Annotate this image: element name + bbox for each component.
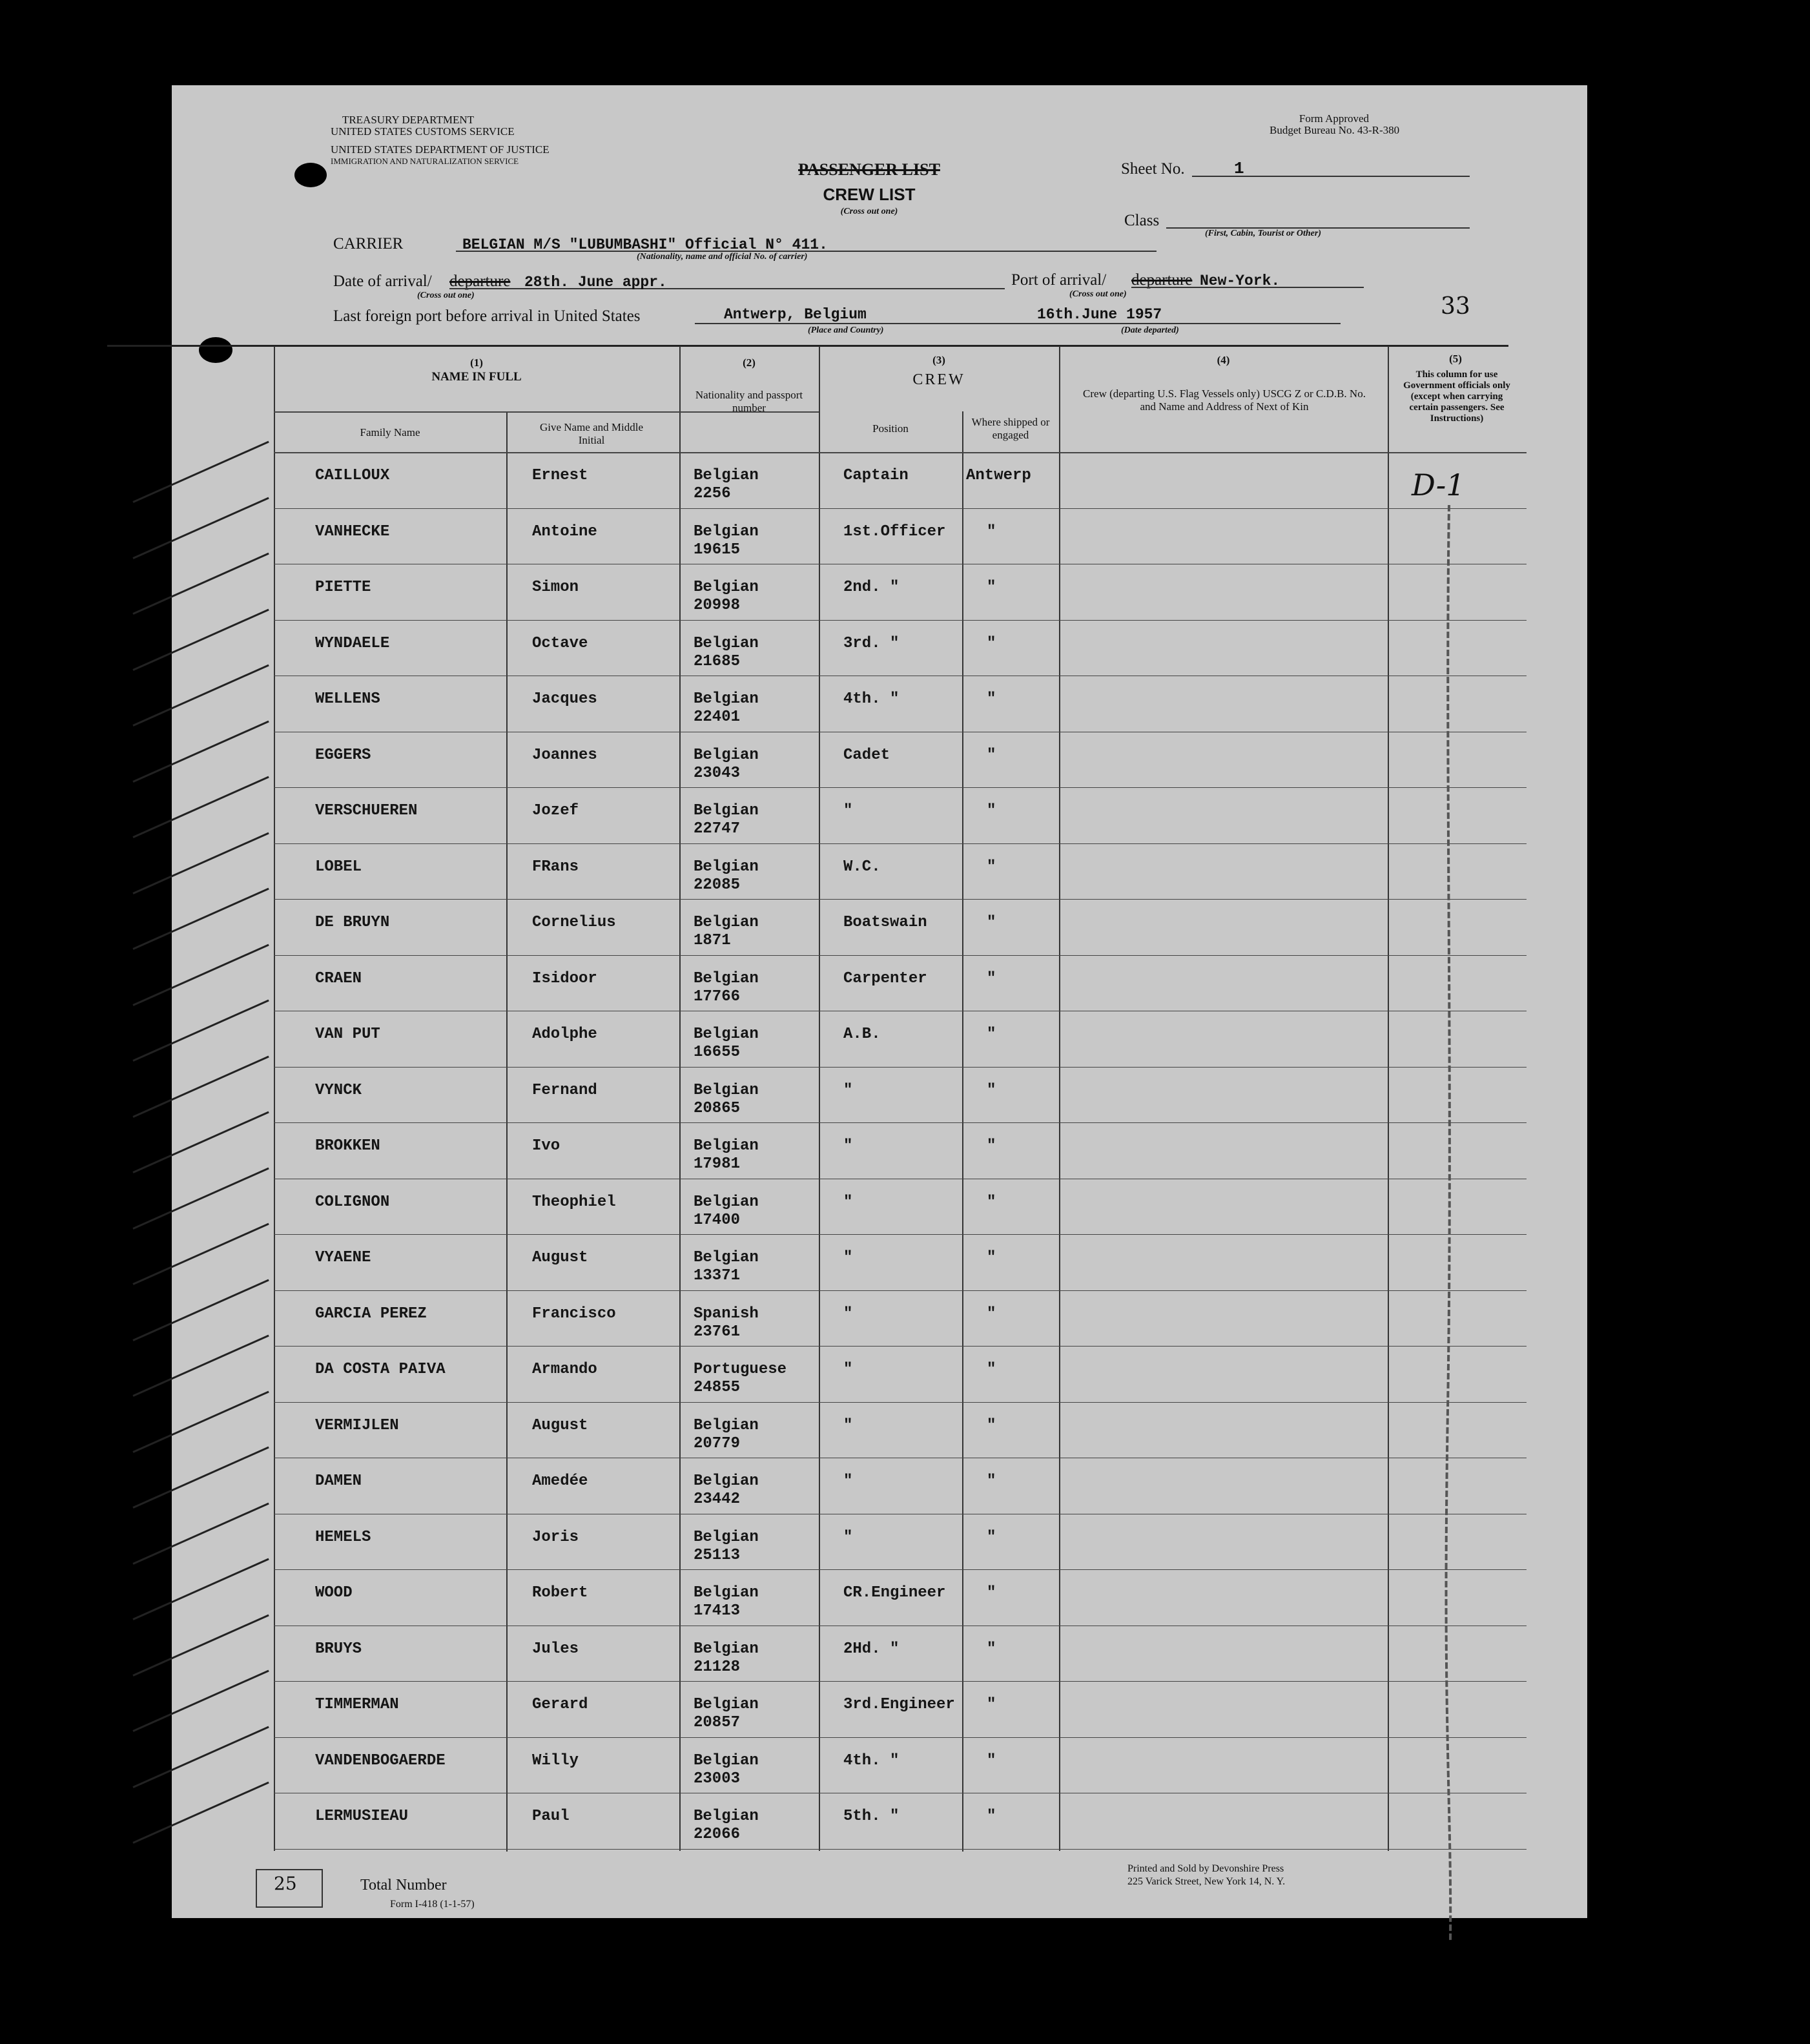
table-row: [172, 1403, 1528, 1460]
family-name-cell: VERMIJLEN: [315, 1416, 399, 1434]
given-name-cell: Cornelius: [532, 914, 616, 931]
row-rule: [274, 955, 1527, 956]
row-rule: [274, 1290, 1527, 1291]
nationality-cell: Belgian: [694, 467, 759, 484]
arrival-date-hint: (Cross out one): [417, 291, 475, 300]
passport-cell: 17400: [694, 1211, 741, 1229]
given-name-cell: Fernand: [532, 1081, 597, 1099]
table-row: [172, 1682, 1528, 1739]
budget-bureau: Budget Bureau No. 43-R-380: [1270, 124, 1400, 136]
family-name-cell: VANHECKE: [315, 522, 390, 541]
where-shipped-cell: ": [987, 746, 996, 764]
col4-title: Crew (departing U.S. Flag Vessels only) USCG Z or C.D.B. No. and Name and Address of Next of Kin: [1083, 387, 1366, 413]
family-name-cell: VYNCK: [315, 1081, 362, 1099]
given-name-cell: Jacques: [532, 690, 597, 708]
sheet-label: Sheet No.: [1121, 160, 1185, 178]
given-name-cell: Octave: [532, 634, 588, 652]
where-shipped-cell: ": [987, 1193, 996, 1211]
nationality-cell: Belgian: [694, 1640, 759, 1658]
family-name-cell: DE BRUYN: [315, 914, 390, 931]
col2-num: (2): [743, 356, 756, 369]
family-name-cell: HEMELS: [315, 1528, 371, 1546]
position-cell: ": [843, 1193, 853, 1211]
given-name-cell: Joannes: [532, 746, 597, 764]
nationality-cell: Belgian: [694, 1751, 759, 1770]
family-name-cell: COLIGNON: [315, 1193, 390, 1211]
given-name-cell: Joris: [532, 1528, 579, 1546]
nationality-cell: Belgian: [694, 914, 759, 931]
arrival-port-value: New-York.: [1200, 273, 1280, 289]
nationality-cell: Belgian: [694, 1808, 759, 1825]
position-cell: Boatswain: [843, 914, 927, 931]
row-rule: [274, 1569, 1527, 1570]
dept-immigration: IMMIGRATION AND NATURALIZATION SERVICE: [331, 156, 519, 166]
row-rule: [274, 843, 1527, 844]
where-shipped-cell: ": [987, 914, 996, 931]
row-rule: [274, 508, 1527, 509]
nationality-cell: Belgian: [694, 1193, 759, 1211]
where-shipped-cell: Antwerp: [966, 467, 1031, 484]
where-shipped-cell: ": [987, 858, 996, 876]
row-rule: [274, 1122, 1527, 1123]
table-row: [172, 565, 1528, 621]
position-cell: A.B.: [843, 1026, 881, 1043]
sheet-count-annotation: 33: [1441, 293, 1470, 320]
where-shipped-cell: ": [987, 1416, 996, 1434]
col1-title: NAME IN FULL: [431, 370, 522, 384]
family-name-cell: VAN PUT: [315, 1026, 380, 1043]
total-number-label: Total Number: [360, 1877, 447, 1894]
position-cell: 3rd.Engineer: [843, 1696, 955, 1713]
passport-cell: 20857: [694, 1714, 741, 1731]
printer-line1: Printed and Sold by Devonshire Press: [1127, 1863, 1284, 1874]
given-name-cell: Gerard: [532, 1696, 588, 1713]
where-shipped-cell: ": [987, 1361, 996, 1378]
nationality-cell: Belgian: [694, 690, 759, 708]
nationality-cell: Belgian: [694, 634, 759, 652]
table-row: [172, 845, 1528, 901]
form-number: Form I-418 (1-1-57): [390, 1899, 475, 1910]
position-cell: ": [843, 802, 853, 820]
row-rule: [274, 1402, 1527, 1403]
passport-cell: 23761: [694, 1323, 741, 1341]
family-name-cell: CRAEN: [315, 969, 362, 987]
crew-list-title: CREW LIST: [823, 185, 916, 204]
position-cell: 2nd. ": [843, 579, 900, 596]
position-cell: 3rd. ": [843, 634, 900, 652]
passport-cell: 22747: [694, 820, 741, 838]
row-rule: [274, 1234, 1527, 1235]
table-row: [172, 677, 1528, 733]
where-shipped-cell: ": [987, 1305, 996, 1323]
passport-cell: 19615: [694, 541, 741, 559]
family-name-cell: WELLENS: [315, 690, 380, 708]
col2-title: Nationality and passport number: [695, 389, 803, 414]
family-name-cell: PIETTE: [315, 579, 371, 596]
passport-cell: 17981: [694, 1155, 741, 1173]
passport-cell: 17766: [694, 987, 741, 1006]
passport-cell: 21128: [694, 1658, 741, 1676]
nationality-cell: Belgian: [694, 858, 759, 876]
position-cell: Captain: [843, 467, 909, 484]
where-shipped-cell: ": [987, 522, 996, 541]
position-cell: CR.Engineer: [843, 1584, 946, 1602]
position-cell: 4th. ": [843, 1751, 900, 1770]
table-row: [172, 1235, 1528, 1292]
position-cell: 2Hd. ": [843, 1640, 900, 1658]
table-top-rule: [107, 345, 1508, 347]
ink-blot: [199, 337, 232, 363]
table-row: [172, 1459, 1528, 1515]
nationality-cell: Belgian: [694, 1249, 759, 1266]
where-shipped-cell: ": [987, 1640, 996, 1658]
passport-cell: 17413: [694, 1602, 741, 1620]
position-cell: ": [843, 1137, 853, 1155]
family-name-cell: DA COSTA PAIVA: [315, 1361, 446, 1378]
dept-treasury: TREASURY DEPARTMENT: [342, 114, 475, 126]
table-row: [172, 1347, 1528, 1403]
col3-title: CREW: [912, 371, 965, 388]
passport-cell: 20998: [694, 597, 741, 614]
row-rule: [274, 1067, 1527, 1068]
port-hint: (Cross out one): [1069, 289, 1127, 299]
port-departure-struck: departure: [1131, 271, 1193, 289]
row-rule: [274, 899, 1527, 900]
where-shipped-cell: ": [987, 1137, 996, 1155]
row-rule: [274, 787, 1527, 788]
port-arrival-label: Port of arrival/: [1011, 271, 1107, 289]
table-row: [172, 1068, 1528, 1124]
carrier-label: CARRIER: [333, 235, 404, 253]
where-shipped-cell: ": [987, 1584, 996, 1602]
given-name-cell: Theophiel: [532, 1193, 616, 1211]
where-shipped-cell: ": [987, 802, 996, 820]
carrier-value: BELGIAN M/S "LUBUMBASHI" Official N° 411.: [462, 236, 828, 253]
passport-cell: 21685: [694, 652, 741, 670]
last-port-place: Antwerp, Belgium: [724, 306, 867, 323]
table-row: [172, 900, 1528, 956]
given-name-cell: Willy: [532, 1751, 579, 1770]
given-name-cell: FRans: [532, 858, 579, 876]
position-cell: 4th. ": [843, 690, 900, 708]
form-approved: Form Approved: [1299, 112, 1370, 125]
date-arrival-label: Date of arrival/: [333, 273, 432, 290]
col5-title: This column for use Government officials only (except when carrying certain passengers. See Instructions): [1403, 369, 1510, 424]
where-shipped-cell: ": [987, 1081, 996, 1099]
given-name-cell: Amedée: [532, 1472, 588, 1490]
passport-cell: 20779: [694, 1434, 741, 1452]
nationality-cell: Belgian: [694, 1472, 759, 1490]
table-row: [172, 1124, 1528, 1180]
where-shipped-cell: ": [987, 1249, 996, 1266]
position-cell: ": [843, 1528, 853, 1546]
table-row: [172, 733, 1528, 789]
passport-cell: 20865: [694, 1099, 741, 1117]
table-row: [172, 1571, 1528, 1627]
table-row: [172, 1012, 1528, 1068]
where-shipped-cell: ": [987, 1696, 996, 1713]
crew-list-form: [172, 85, 1587, 1918]
table-row: [172, 510, 1528, 566]
given-name-cell: August: [532, 1416, 588, 1434]
table-row: [172, 621, 1528, 677]
given-name-cell: Ernest: [532, 467, 588, 484]
passport-cell: 24855: [694, 1379, 741, 1396]
family-name-cell: GARCIA PEREZ: [315, 1305, 427, 1323]
family-name-cell: VYAENE: [315, 1249, 371, 1266]
class-hint: (First, Cabin, Tourist or Other): [1205, 229, 1321, 238]
position-cell: Cadet: [843, 746, 890, 764]
table-row: [172, 1794, 1528, 1850]
family-name-cell: LOBEL: [315, 858, 362, 876]
col-family-name: Family Name: [360, 426, 420, 439]
nationality-cell: Spanish: [694, 1305, 759, 1323]
col-where-shipped: Where shipped or engaged: [971, 416, 1050, 441]
col1-num: (1): [470, 356, 483, 369]
nationality-cell: Belgian: [694, 1696, 759, 1713]
last-port-date-hint: (Date departed): [1121, 325, 1179, 335]
ink-blot: [294, 163, 327, 187]
family-name-cell: CAILLOUX: [315, 467, 390, 484]
given-name-cell: Armando: [532, 1361, 597, 1378]
where-shipped-cell: ": [987, 579, 996, 596]
family-name-cell: WYNDAELE: [315, 634, 390, 652]
col4-num: (4): [1217, 354, 1230, 366]
position-cell: W.C.: [843, 858, 881, 876]
nationality-cell: Belgian: [694, 1081, 759, 1099]
passport-cell: 25113: [694, 1546, 741, 1564]
given-name-cell: Simon: [532, 579, 579, 596]
passport-cell: 2256: [694, 485, 731, 502]
passport-cell: 23442: [694, 1491, 741, 1508]
where-shipped-cell: ": [987, 1751, 996, 1770]
given-name-cell: Paul: [532, 1808, 570, 1825]
table-row: [172, 1180, 1528, 1236]
position-cell: ": [843, 1081, 853, 1099]
position-cell: 5th. ": [843, 1808, 900, 1825]
last-port-date: 16th.June 1957: [1037, 306, 1162, 323]
passport-cell: 16655: [694, 1044, 741, 1061]
family-name-cell: DAMEN: [315, 1472, 362, 1490]
nationality-cell: Belgian: [694, 1416, 759, 1434]
where-shipped-cell: ": [987, 1472, 996, 1490]
passport-cell: 22401: [694, 708, 741, 726]
row-rule: [274, 620, 1527, 621]
where-shipped-cell: ": [987, 969, 996, 987]
arrival-date-value: 28th. June appr.: [524, 274, 667, 291]
carrier-hint: (Nationality, name and official No. of carrier): [637, 252, 808, 262]
row-rule: [274, 1849, 1527, 1850]
col5-num: (5): [1449, 353, 1462, 365]
dept-customs: UNITED STATES CUSTOMS SERVICE: [331, 125, 515, 138]
given-name-cell: Adolphe: [532, 1026, 597, 1043]
cross-out-hint: (Cross out one): [840, 207, 898, 216]
col5-annotation: D-1: [1412, 468, 1465, 502]
col3-num: (3): [932, 354, 945, 366]
family-name-cell: BRUYS: [315, 1640, 362, 1658]
table-row: [172, 956, 1528, 1013]
given-name-cell: Antoine: [532, 522, 597, 541]
col5-marker-line: [1436, 505, 1462, 1945]
given-name-cell: Francisco: [532, 1305, 616, 1323]
passport-cell: 22066: [694, 1826, 741, 1843]
family-name-cell: BROKKEN: [315, 1137, 380, 1155]
position-cell: ": [843, 1472, 853, 1490]
row-rule: [274, 1681, 1527, 1682]
total-count: 25: [274, 1873, 297, 1894]
sheet-number: 1: [1234, 159, 1244, 178]
table-row: [172, 1515, 1528, 1571]
given-name-cell: Robert: [532, 1584, 588, 1602]
position-cell: ": [843, 1305, 853, 1323]
given-name-cell: Jozef: [532, 802, 579, 820]
family-name-cell: LERMUSIEAU: [315, 1808, 409, 1825]
table-row: [172, 1739, 1528, 1795]
family-name-cell: VERSCHUEREN: [315, 802, 418, 820]
passport-cell: 23003: [694, 1770, 741, 1788]
nationality-cell: Portuguese: [694, 1361, 787, 1378]
passenger-list-title: PASSENGER LIST: [798, 160, 940, 179]
date-departure-struck: departure: [449, 273, 511, 290]
where-shipped-cell: ": [987, 1528, 996, 1546]
last-port-label: Last foreign port before arrival in United States: [333, 307, 641, 325]
given-name-cell: Jules: [532, 1640, 579, 1658]
table-row: [172, 1627, 1528, 1683]
nationality-cell: Belgian: [694, 969, 759, 987]
nationality-cell: Belgian: [694, 522, 759, 541]
given-name-cell: Isidoor: [532, 969, 597, 987]
position-cell: Carpenter: [843, 969, 927, 987]
where-shipped-cell: ": [987, 1026, 996, 1043]
passport-cell: 23043: [694, 764, 741, 782]
col-given-name: Give Name and Middle Initial: [539, 421, 644, 446]
passport-cell: 13371: [694, 1267, 741, 1285]
given-name-cell: August: [532, 1249, 588, 1266]
nationality-cell: Belgian: [694, 579, 759, 596]
table-row: [172, 453, 1528, 510]
passport-cell: 22085: [694, 876, 741, 894]
printer-line2: 225 Varick Street, New York 14, N. Y.: [1127, 1876, 1286, 1887]
nationality-cell: Belgian: [694, 802, 759, 820]
position-cell: ": [843, 1249, 853, 1266]
nationality-cell: Belgian: [694, 1137, 759, 1155]
where-shipped-cell: ": [987, 1808, 996, 1825]
row-rule: [274, 1737, 1527, 1738]
table-row: [172, 1292, 1528, 1348]
family-name-cell: VANDENBOGAERDE: [315, 1751, 446, 1770]
position-cell: 1st.Officer: [843, 522, 946, 541]
nationality-cell: Belgian: [694, 1026, 759, 1043]
last-port-place-hint: (Place and Country): [808, 325, 884, 335]
nationality-cell: Belgian: [694, 1528, 759, 1546]
family-name-cell: TIMMERMAN: [315, 1696, 399, 1713]
table-row: [172, 789, 1528, 845]
position-cell: ": [843, 1416, 853, 1434]
where-shipped-cell: ": [987, 690, 996, 708]
passport-cell: 1871: [694, 932, 731, 949]
dept-justice: UNITED STATES DEPARTMENT OF JUSTICE: [331, 143, 550, 156]
nationality-cell: Belgian: [694, 1584, 759, 1602]
given-name-cell: Ivo: [532, 1137, 560, 1155]
family-name-cell: WOOD: [315, 1584, 353, 1602]
row-rule: [274, 1346, 1527, 1347]
nationality-cell: Belgian: [694, 746, 759, 764]
checkmark-slash: [132, 441, 269, 503]
position-cell: ": [843, 1361, 853, 1378]
col-position: Position: [872, 422, 909, 435]
where-shipped-cell: ": [987, 634, 996, 652]
class-label: Class: [1124, 212, 1160, 229]
family-name-cell: EGGERS: [315, 746, 371, 764]
